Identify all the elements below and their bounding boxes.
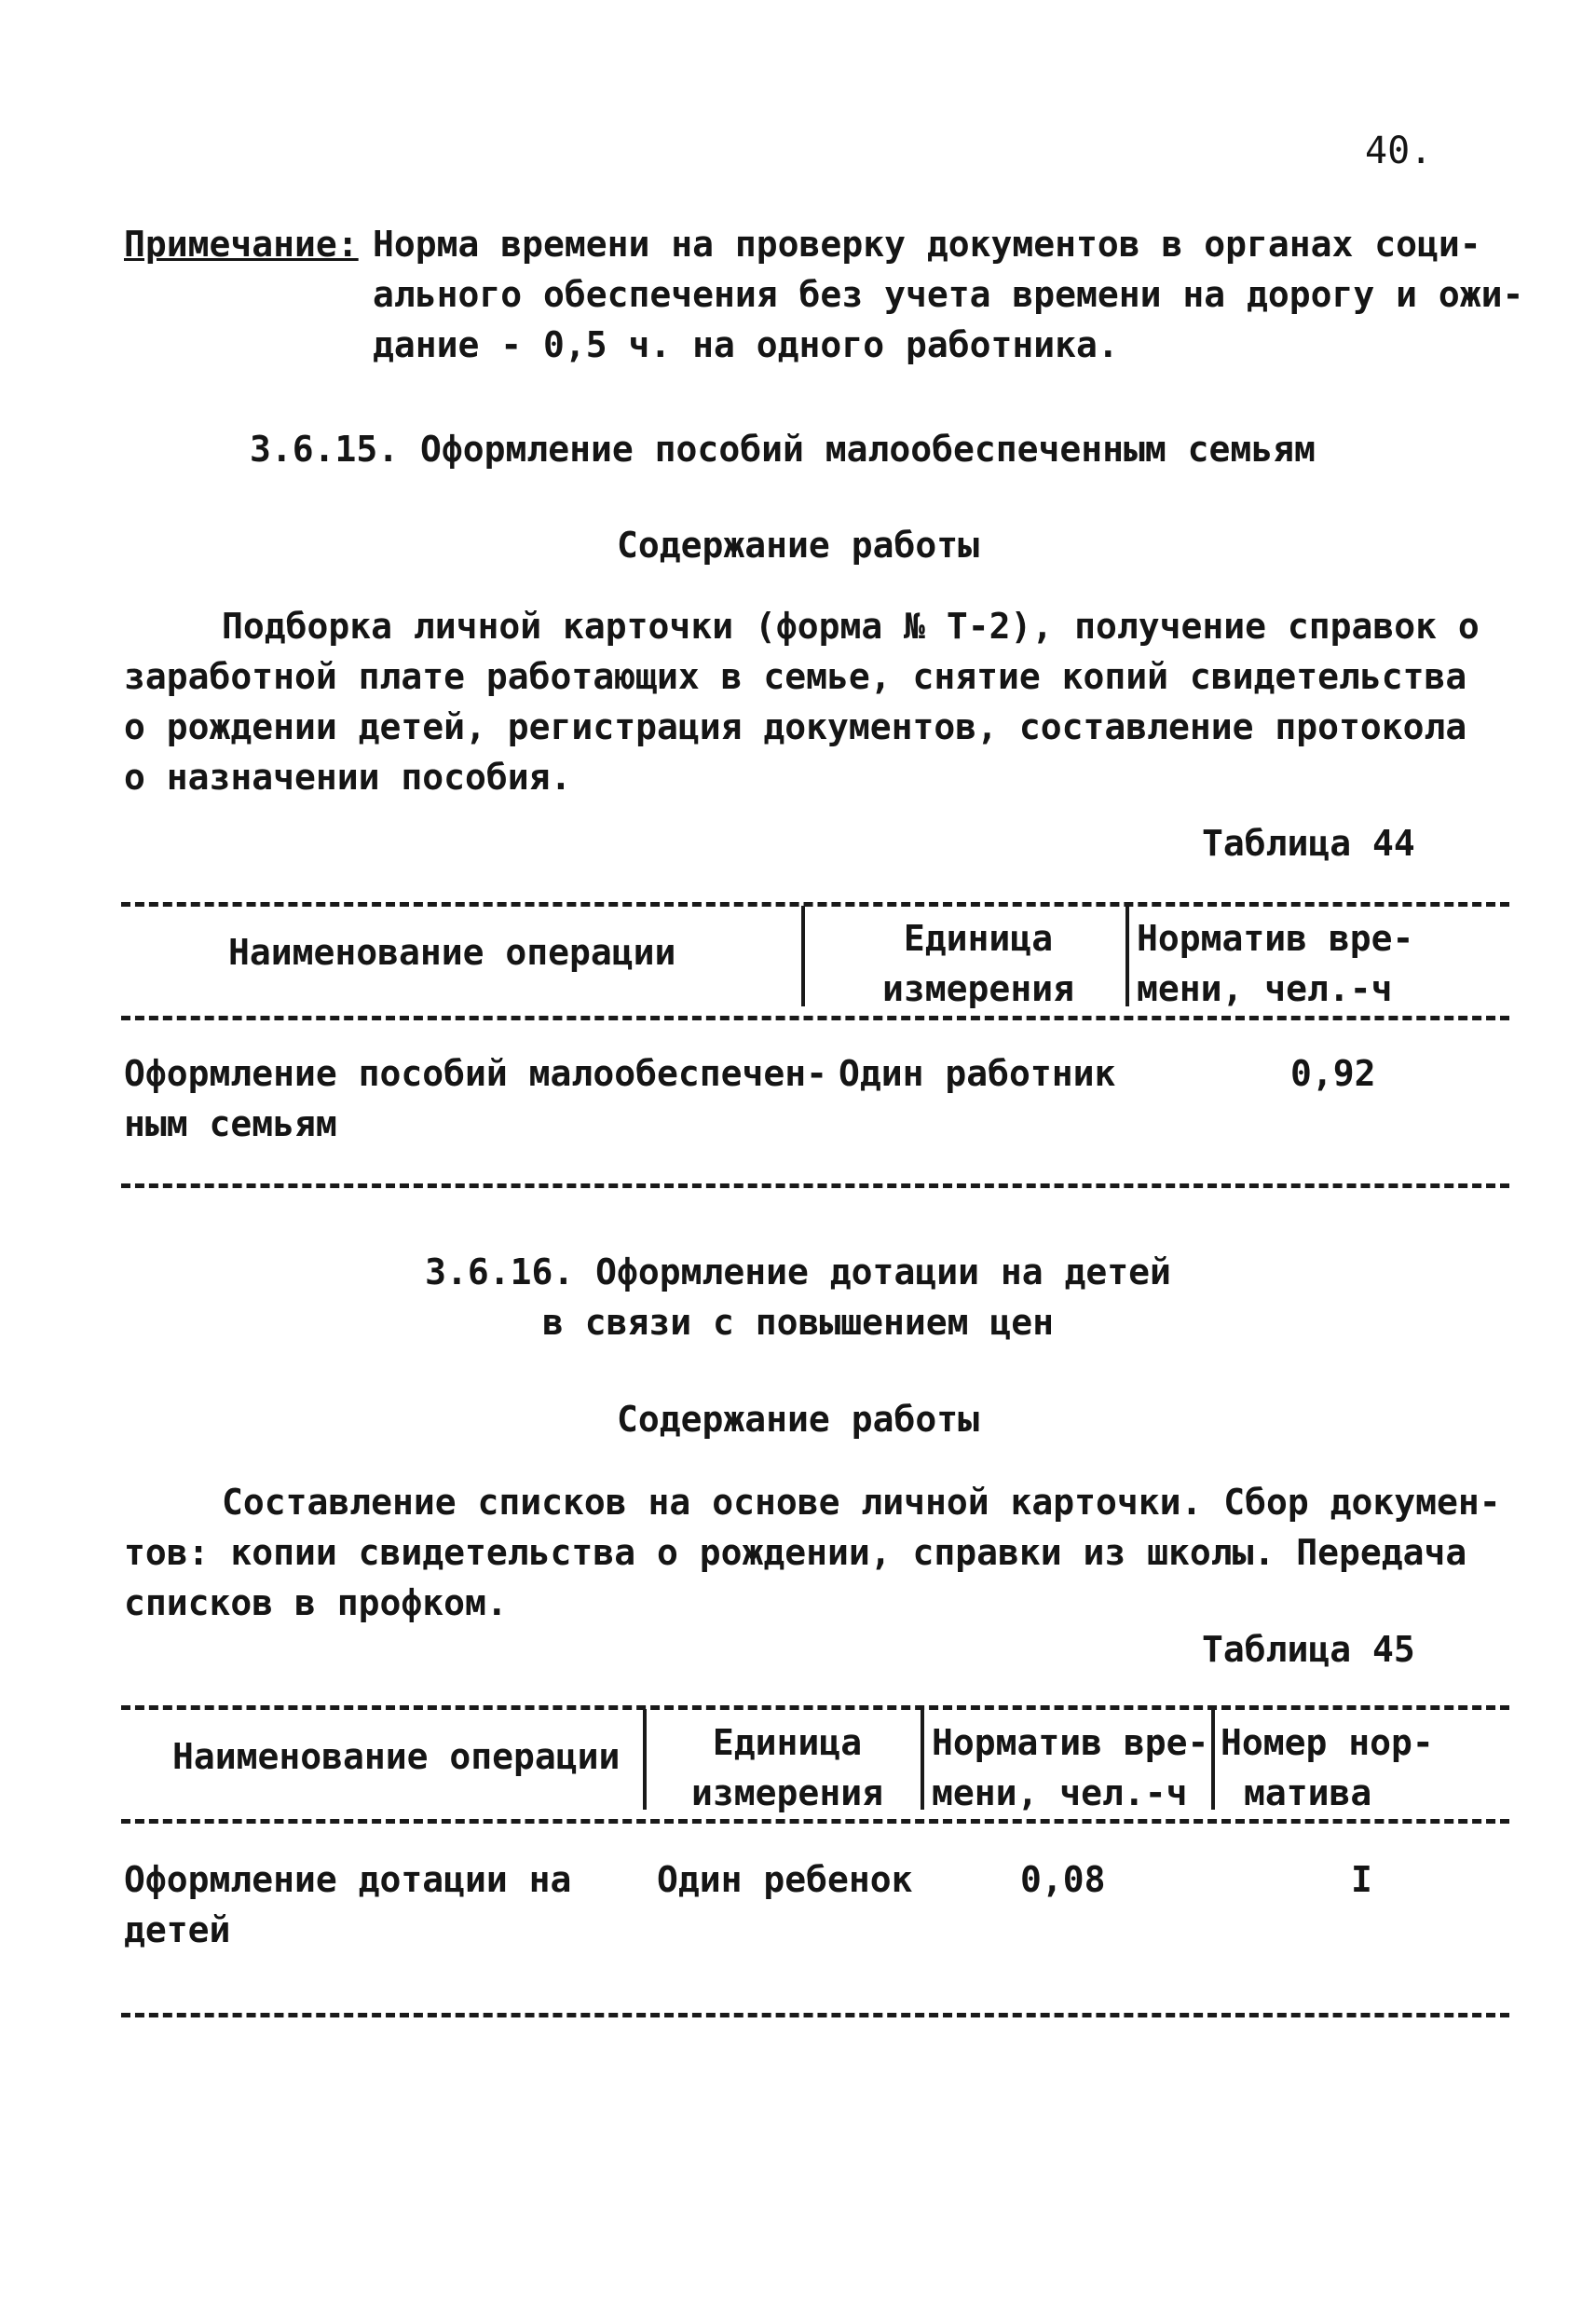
table-rule [121, 1016, 1509, 1020]
paragraph-line: списков в профком. [124, 1582, 508, 1623]
cell-operation [124, 1854, 571, 1955]
header-norm-line: Норматив вре- [932, 1722, 1209, 1763]
content-paragraph [124, 1477, 1503, 1628]
column-separator [1211, 1709, 1215, 1810]
cell-operation-line: ным семьям [124, 1103, 337, 1144]
header-operation: Наименование операции [228, 932, 676, 973]
cell-unit: Один работник [839, 1053, 1116, 1094]
note-line: ального обеспечения без учета времени на дорогу и ожи- [373, 274, 1524, 315]
header-operation: Наименование операции [172, 1736, 621, 1777]
paragraph-line: о рождении детей, регистрация документов, составление протокола [124, 706, 1467, 747]
cell-norm: 0,92 [1290, 1053, 1376, 1094]
header-number [1221, 1717, 1434, 1818]
header-norm [1137, 913, 1413, 1014]
paragraph-line: Составление списков на основе личной карточки. Сбор докумен- [222, 1482, 1501, 1523]
table-rule [121, 1705, 1509, 1710]
cell-operation-line: Оформление пособий малообеспечен- [124, 1053, 827, 1094]
content-heading: Содержание работы [617, 1399, 979, 1440]
note-label: Примечание: [124, 224, 359, 265]
header-unit [666, 1717, 908, 1818]
page-number: 40. [1365, 130, 1433, 172]
table-label: Таблица 45 [1202, 1629, 1415, 1670]
cell-operation-line: детей [124, 1909, 231, 1950]
cell-operation-line: Оформление дотации на [124, 1859, 572, 1900]
header-unit-line: Единица [903, 918, 1054, 959]
cell-unit: Один ребенок [657, 1859, 913, 1900]
table-rule [121, 1819, 1509, 1824]
content-heading: Содержание работы [617, 525, 979, 566]
section-title-line: 3.6.16. Оформление дотации на детей [425, 1251, 1171, 1292]
section-title: 3.6.15. Оформление пособий малообеспеченным семьям [250, 429, 1316, 470]
column-separator [643, 1709, 647, 1810]
table-rule [121, 902, 1509, 907]
cell-norm: 0,08 [1020, 1859, 1106, 1900]
header-norm [932, 1717, 1208, 1818]
note-line: Норма времени на проверку документов в органах соци- [373, 224, 1481, 265]
note-line: дание - 0,5 ч. на одного работника. [373, 324, 1119, 365]
header-norm-line: мени, чел.-ч [932, 1772, 1188, 1813]
header-number-line: Номер нор- [1221, 1722, 1434, 1763]
table-rule [121, 1183, 1509, 1188]
header-unit [839, 913, 1118, 1014]
header-norm-line: мени, чел.-ч [1137, 968, 1393, 1009]
paragraph-line: тов: копии свидетельства о рождении, справки из школы. Передача [124, 1532, 1467, 1573]
table-label: Таблица 44 [1202, 823, 1415, 864]
column-separator [921, 1709, 924, 1810]
content-paragraph [124, 601, 1503, 802]
column-separator [1125, 906, 1129, 1006]
cell-operation [124, 1048, 827, 1149]
note-text [373, 219, 1524, 370]
header-number-line: матива [1244, 1772, 1372, 1813]
paragraph-line: о назначении пособия. [124, 757, 572, 798]
header-unit-line: Единица [712, 1722, 863, 1763]
header-norm-line: Норматив вре- [1137, 918, 1414, 959]
section-title-line: в связи с повышением цен [541, 1302, 1055, 1343]
header-unit-line: измерения [882, 968, 1074, 1009]
cell-number: I [1351, 1859, 1372, 1900]
paragraph-line: Подборка личной карточки (форма № Т-2), получение справок о [222, 606, 1480, 647]
paragraph-line: заработной плате работающих в семье, снятие копий свидетельства [124, 656, 1467, 697]
column-separator [801, 906, 805, 1006]
header-unit-line: измерения [691, 1772, 883, 1813]
table-rule [121, 2013, 1509, 2017]
